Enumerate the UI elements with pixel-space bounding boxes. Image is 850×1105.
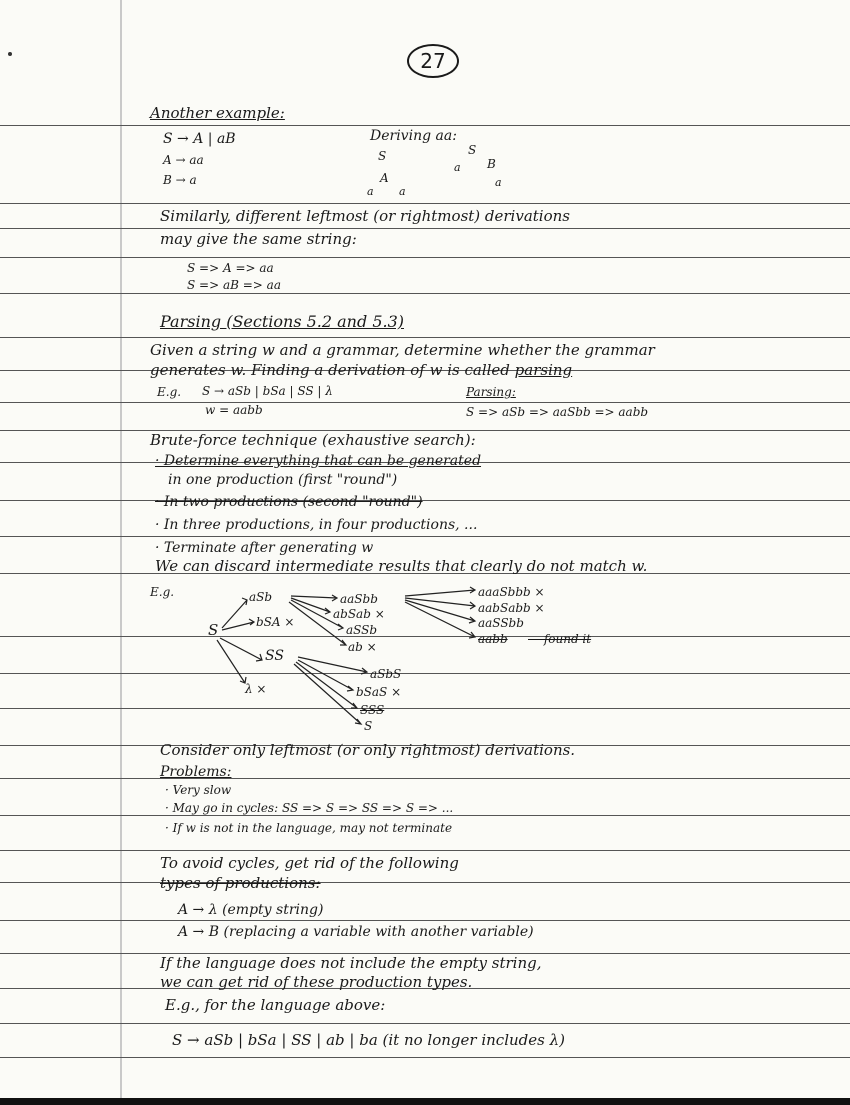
brute-force-step: · In two productions (second "round") bbox=[155, 494, 423, 510]
tree-node: abSab × bbox=[333, 607, 385, 621]
tree-arrow bbox=[222, 619, 254, 630]
avoid-line: types of productions: bbox=[160, 874, 321, 892]
brute-force-step: · Terminate after generating w bbox=[155, 540, 374, 556]
discard-note: We can discard intermediate results that clearly do not match w. bbox=[155, 557, 648, 575]
tree1-leaf: a bbox=[399, 185, 406, 198]
tree-eg-label: E.g. bbox=[150, 585, 175, 599]
brute-force-heading: Brute-force technique (exhaustive search): bbox=[150, 431, 476, 449]
production-type: A → λ (empty string) bbox=[178, 902, 324, 918]
tree-root: S bbox=[208, 621, 219, 639]
tree-node: SSS bbox=[360, 703, 385, 717]
parsing-definition: generates w. Finding a derivation of w is called parsing bbox=[150, 361, 573, 379]
eg-label: E.g. bbox=[157, 385, 182, 399]
tree2-node: B bbox=[487, 157, 496, 171]
if-line: If the language does not include the empty string, bbox=[160, 954, 542, 972]
page-number: 27 bbox=[407, 44, 459, 78]
tree-arrow bbox=[405, 587, 475, 596]
tree-node: ab × bbox=[348, 640, 377, 654]
tree-arrow bbox=[296, 662, 357, 708]
tree-node: SS bbox=[265, 648, 284, 664]
eg-line: E.g., for the language above: bbox=[165, 996, 386, 1014]
found-note: — found it bbox=[528, 632, 592, 646]
tree-node-result: aabb bbox=[478, 632, 508, 646]
tree2-leaf: a bbox=[495, 176, 502, 189]
problem-item: · Very slow bbox=[165, 783, 232, 797]
parsing-definition: Given a string w and a grammar, determine whether the grammar bbox=[150, 341, 655, 359]
tree-node: aSb bbox=[249, 590, 273, 604]
problems-heading: Problems: bbox=[160, 764, 232, 780]
brute-force-step: in one production (first "round") bbox=[168, 472, 398, 488]
parsing-derivation: S => aSb => aaSbb => aabb bbox=[466, 405, 649, 419]
tree-node: aSSb bbox=[346, 623, 378, 637]
tree1-node: A bbox=[380, 171, 389, 185]
tree-node: bSA × bbox=[256, 615, 295, 629]
tree-node: λ × bbox=[245, 682, 267, 696]
tree-arrow bbox=[405, 602, 475, 638]
tree-node: S bbox=[364, 719, 373, 733]
tree2-node: a bbox=[454, 161, 461, 174]
parsing-term: parsing bbox=[514, 361, 573, 379]
tree-node: aaSSbb bbox=[478, 616, 524, 630]
tree-arrow bbox=[291, 600, 343, 630]
grammar-rule: S → A | aB bbox=[163, 131, 236, 147]
eg-grammar: S → aSb | bSa | SS | λ bbox=[202, 384, 333, 398]
grammar-rule: A → aa bbox=[163, 153, 204, 167]
derivation: S => aB => aa bbox=[187, 278, 281, 292]
tree2-root: S bbox=[468, 143, 477, 157]
tree1-leaf: a bbox=[367, 185, 374, 198]
tree-arrow bbox=[289, 602, 346, 645]
note-line: Similarly, different leftmost (or rightmost) derivations bbox=[160, 207, 570, 225]
tree-node: aabSabb × bbox=[478, 601, 545, 615]
parsing-label: Parsing: bbox=[466, 385, 516, 399]
problem-item: · May go in cycles: SS => S => SS => S => ... bbox=[165, 801, 454, 815]
deriving-label: Deriving aa: bbox=[370, 128, 457, 144]
tree-arrow bbox=[291, 598, 330, 614]
tree-arrow bbox=[222, 598, 247, 628]
example-heading: Another example: bbox=[150, 104, 285, 122]
brute-force-step: · Determine everything that can be generated bbox=[155, 453, 482, 469]
if-line: we can get rid of these production types. bbox=[160, 973, 473, 991]
tree-node: bSaS × bbox=[356, 685, 402, 699]
problem-item: · If w is not in the language, may not terminate bbox=[165, 821, 453, 835]
tree-node: aaaSbbb × bbox=[478, 585, 545, 599]
tree-node: aSbS bbox=[370, 667, 402, 681]
tree1-root: S bbox=[378, 149, 387, 163]
tree-arrow bbox=[220, 638, 262, 661]
derivation: S => A => aa bbox=[187, 261, 274, 275]
note-line: may give the same string: bbox=[160, 230, 357, 248]
parsing-heading: Parsing (Sections 5.2 and 5.3) bbox=[160, 312, 404, 331]
final-grammar: S → aSb | bSa | SS | ab | ba (it no longer includes λ) bbox=[172, 1031, 565, 1049]
eg-w: w = aabb bbox=[205, 403, 263, 417]
consider-note: Consider only leftmost (or only rightmost) derivations. bbox=[160, 741, 576, 759]
tree-arrow bbox=[294, 664, 361, 724]
production-type: A → B (replacing a variable with another variable) bbox=[178, 924, 534, 940]
tree-node: aaSbb bbox=[340, 592, 378, 606]
avoid-line: To avoid cycles, get rid of the following bbox=[160, 854, 459, 872]
grammar-rule: B → a bbox=[163, 173, 197, 187]
tree-arrow bbox=[217, 640, 246, 683]
brute-force-step: · In three productions, in four productions, ... bbox=[155, 517, 478, 533]
